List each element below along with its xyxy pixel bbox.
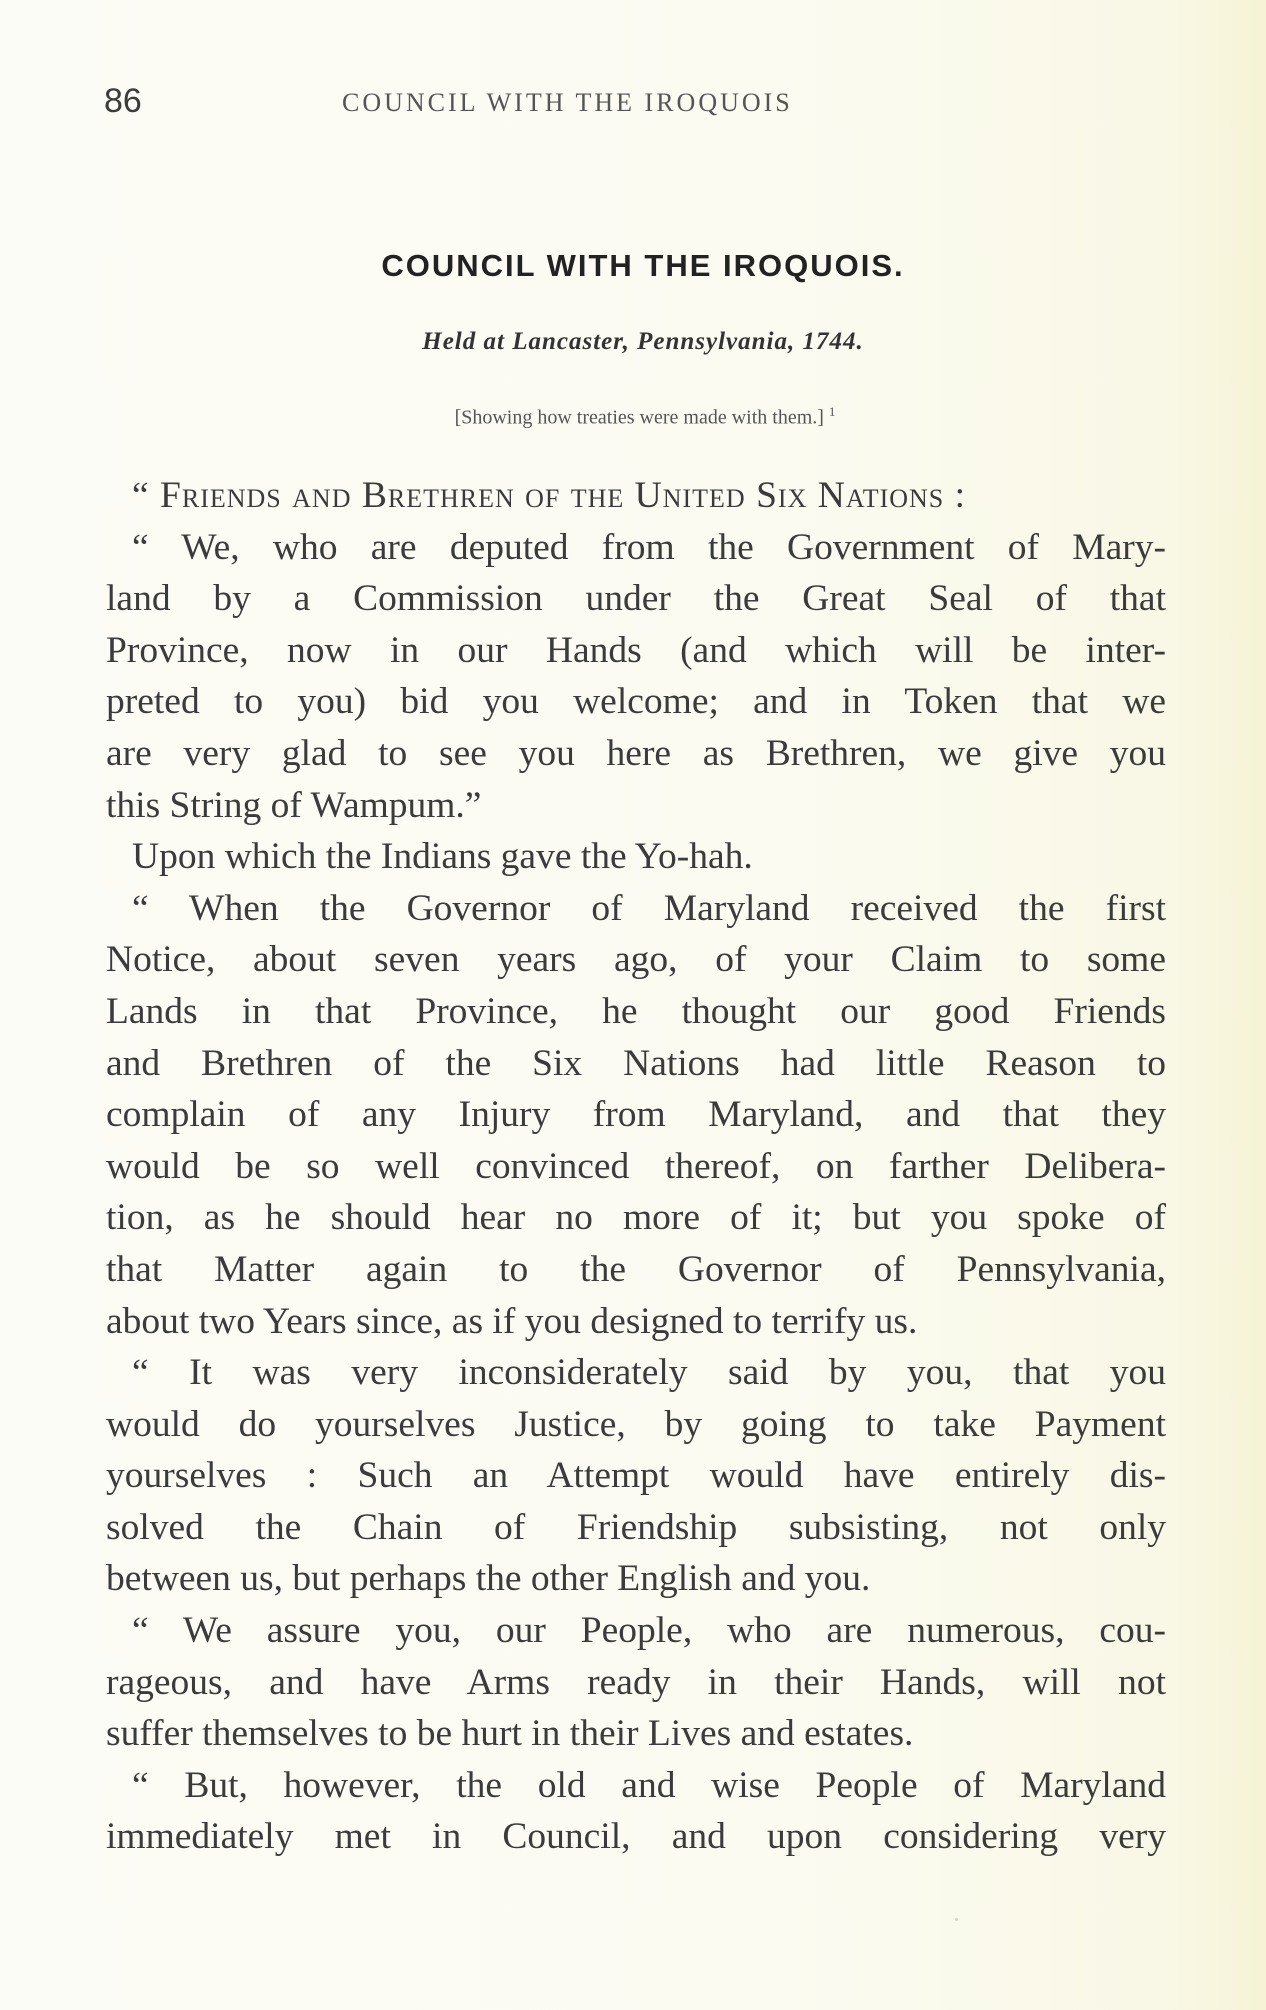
footnote-mark: 1: [828, 404, 836, 419]
text-line: solved the Chain of Friendship subsisting, not only: [106, 1506, 1166, 1548]
salutation-line: “ Friends and Brethren of the United Six Nations :: [132, 475, 967, 516]
text-line: suffer themselves to be hurt in their Lives and estates.: [106, 1713, 914, 1755]
text-line: “ It was very inconsiderately said by you, that you: [132, 1352, 1166, 1394]
text-line: yourselves : Such an Attempt would have entirely dis-: [106, 1455, 1166, 1497]
text-line: tion, as he should hear no more of it; but you spoke of: [106, 1197, 1166, 1239]
chapter-title: COUNCIL WITH THE IROQUOIS.: [381, 248, 905, 283]
text-line: “ We assure you, our People, who are numerous, cou-: [132, 1610, 1166, 1652]
text-line: and Brethren of the Six Nations had little Reason to: [106, 1042, 1166, 1084]
paper-speck: [955, 1918, 958, 1921]
text-line: Notice, about seven years ago, of your Claim to some: [106, 939, 1166, 981]
text-line: about two Years since, as if you designed to terrify us.: [106, 1300, 918, 1342]
text-line: land by a Commission under the Great Seal of that: [106, 578, 1166, 620]
running-head: [104, 82, 964, 122]
text-line: Province, now in our Hands (and which will be inter-: [106, 629, 1166, 671]
text-line: “ But, however, the old and wise People of Maryland: [132, 1764, 1166, 1806]
page-number: 86: [104, 82, 142, 120]
chapter-note: [0, 404, 1266, 430]
chapter-subtitle: Held at Lancaster, Pennsylvania, 1744.: [422, 328, 864, 355]
text-line: Upon which the Indians gave the Yo-hah.: [132, 836, 753, 878]
text-line: “ We, who are deputed from the Government of Mary-: [132, 526, 1166, 568]
text-line: Lands in that Province, he thought our good Friends: [106, 990, 1166, 1032]
text-line: preted to you) bid you welcome; and in Token that we: [106, 681, 1166, 723]
text-line: are very glad to see you here as Brethren, we give you: [106, 732, 1166, 774]
text-line: would do yourselves Justice, by going to take Payment: [106, 1403, 1166, 1445]
text-line: that Matter again to the Governor of Pennsylvania,: [106, 1248, 1166, 1290]
text-line: this String of Wampum.”: [106, 784, 482, 826]
body-text: [106, 470, 1166, 1863]
text-line: immediately met in Council, and upon considering very: [106, 1816, 1166, 1858]
text-line: would be so well convinced thereof, on farther Delibera-: [106, 1145, 1166, 1187]
chapter-note-text: [Showing how treaties were made with them.]: [454, 406, 824, 429]
text-line: rageous, and have Arms ready in their Hands, will not: [106, 1661, 1166, 1703]
text-line: complain of any Injury from Maryland, and that they: [106, 1094, 1166, 1136]
text-line: between us, but perhaps the other English and you.: [106, 1558, 871, 1600]
text-line: “ When the Governor of Maryland received the first: [132, 887, 1166, 929]
running-title: COUNCIL WITH THE IROQUOIS: [342, 88, 793, 117]
